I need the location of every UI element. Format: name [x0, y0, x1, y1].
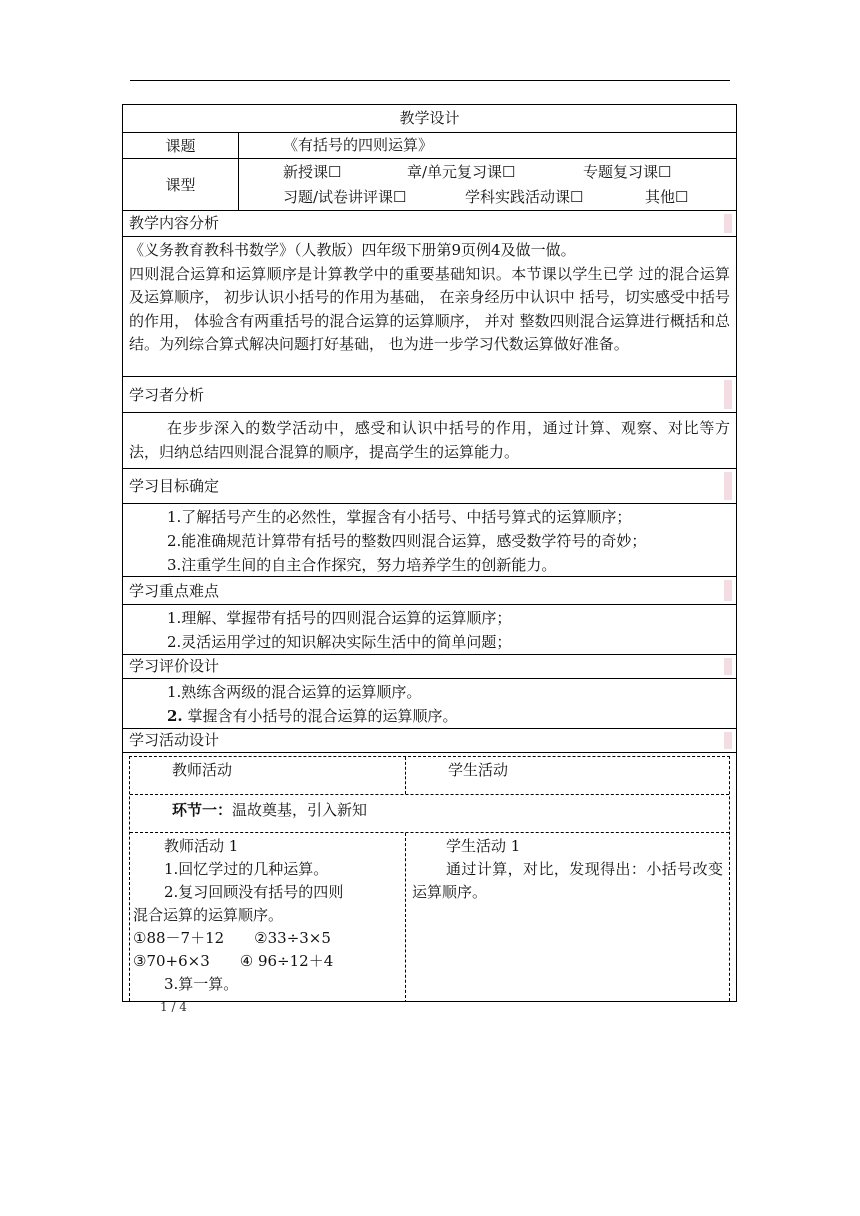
teacher-line: ③70+6×3 ④ 96÷12＋4 [133, 952, 334, 970]
key-points-heading [123, 577, 736, 605]
learner-analysis-paragraph: 在步步深入的数学活动中，感受和认识中括号的作用，通过计算、观察、对比等方法，归纳总结四则混合混算的顺序，提高学生的运算能力。 [129, 419, 730, 461]
objective-item: 2.能准确规范计算带有括号的整数四则混合运算，感受数学符号的奇妙； [167, 532, 647, 550]
lesson-type-line-2 [283, 185, 736, 209]
student-activity-text: 通过计算，对比，发现得出：小括号改变运算顺序。 [412, 860, 723, 901]
activity-detail-row [130, 833, 729, 1001]
teacher-line: 2.复习回顾没有括号的四则 [164, 883, 344, 901]
lesson-plan-table [122, 104, 737, 1002]
page-number: 1 / 4 [160, 1000, 187, 1014]
teacher-line: ①88－7＋12 ②33÷3×5 [133, 929, 331, 947]
learner-analysis-heading [123, 377, 736, 413]
heading-shade [724, 658, 732, 675]
evaluation-item: 1.熟练含两级的混合运算的运算顺序。 [167, 683, 422, 701]
heading-shade [724, 732, 732, 749]
lesson-type-option[interactable]: 章/单元复习课☐ [407, 163, 516, 181]
key-point-item: 1.理解、掌握带有括号的四则混合运算的运算顺序； [167, 609, 512, 627]
lesson-type-option[interactable]: 习题/试卷讲评课☐ [283, 188, 407, 206]
content-analysis-paragraph: 四则混合运算和运算顺序是计算教学中的重要基础知识。本节课以学生已学 过的混合运算及运算顺序， 初步认识小括号的作用为基础， 在亲身经历中认识中 括号，切实感受中括号的作用， 体验含有两重括号的混合运算的运算顺序， 并对 整数四则混合运算进行概括和总结。为列综合算式解决问题打好基础， 也为进一步学习代数运算做好准备。 [129, 264, 730, 353]
header-rule [130, 80, 730, 81]
lesson-type-row [123, 159, 736, 211]
activities-heading [123, 729, 736, 753]
stage-one-text: 温故奠基，引入新知 [232, 801, 368, 819]
lesson-type-option[interactable]: 学科实践活动课☐ [465, 188, 584, 206]
heading-shade [724, 472, 732, 500]
teacher-line: 混合运算的运算顺序。 [133, 906, 284, 924]
section-heading-text: 学习目标确定 [129, 477, 220, 495]
stage-one-row [130, 795, 729, 833]
stage-one-label [130, 795, 367, 832]
lesson-type-option[interactable]: 专题复习课☐ [583, 163, 672, 181]
key-point-item: 2.灵活运用学过的知识解决实际生活中的简单问题； [167, 633, 512, 651]
teacher-activity-header: 教师活动 [130, 757, 406, 794]
evaluation-heading [123, 655, 736, 679]
heading-shade [724, 214, 732, 233]
section-heading-text: 学习活动设计 [129, 731, 220, 749]
lesson-type-option[interactable]: 新授课☐ [283, 163, 342, 181]
heading-shade [724, 580, 732, 601]
teacher-line: 3.算一算。 [164, 975, 239, 993]
activities-header-row [130, 757, 729, 795]
activities-body [123, 753, 736, 1001]
learner-analysis-body [123, 413, 736, 469]
activities-inner-table [129, 756, 730, 1001]
heading-shade [724, 380, 732, 409]
objectives-list [123, 504, 736, 577]
topic-value: 《有括号的四则运算》 [283, 136, 434, 154]
evaluation-item-number: 2. [167, 707, 183, 725]
content-analysis-line: 《义务教育教科书数学》（人教版）四年级下册第9页例4及做一做。 [129, 241, 576, 259]
objective-item: 1.了解括号产生的必然性，掌握含有小括号、中括号算式的运算顺序； [167, 508, 632, 526]
key-points-list [123, 605, 736, 655]
content-analysis-heading [123, 211, 736, 237]
section-heading-text: 学习评价设计 [129, 657, 220, 675]
table-title: 教学设计 [123, 105, 736, 133]
section-heading-text: 学习者分析 [129, 386, 205, 404]
evaluation-list [123, 679, 736, 729]
student-activity-title: 学生活动 1 [446, 837, 521, 855]
lesson-type-option[interactable]: 其他☐ [645, 188, 689, 206]
student-activity-header: 学生活动 [448, 761, 509, 779]
topic-label: 课题 [123, 133, 239, 158]
objective-item: 3.注重学生间的自主合作探究，努力培养学生的创新能力。 [167, 556, 557, 574]
lesson-type-label: 课型 [123, 159, 239, 210]
objectives-heading [123, 469, 736, 504]
lesson-type-options [239, 159, 736, 210]
teacher-activity-cell [130, 833, 406, 1001]
evaluation-item [167, 704, 730, 728]
content-analysis-body [123, 237, 736, 377]
evaluation-item-text: 掌握含有小括号的混合运算的运算顺序。 [182, 707, 458, 725]
section-heading-text: 教学内容分析 [129, 214, 220, 232]
section-heading-text: 学习重点难点 [129, 582, 220, 600]
teacher-line: 1.回忆学过的几种运算。 [164, 860, 329, 878]
student-activity-cell [406, 833, 729, 1001]
lesson-type-line-1 [283, 160, 736, 184]
stage-one-prefix: 环节一： [172, 801, 233, 819]
teacher-line: 教师活动 1 [164, 837, 239, 855]
topic-row [123, 133, 736, 159]
